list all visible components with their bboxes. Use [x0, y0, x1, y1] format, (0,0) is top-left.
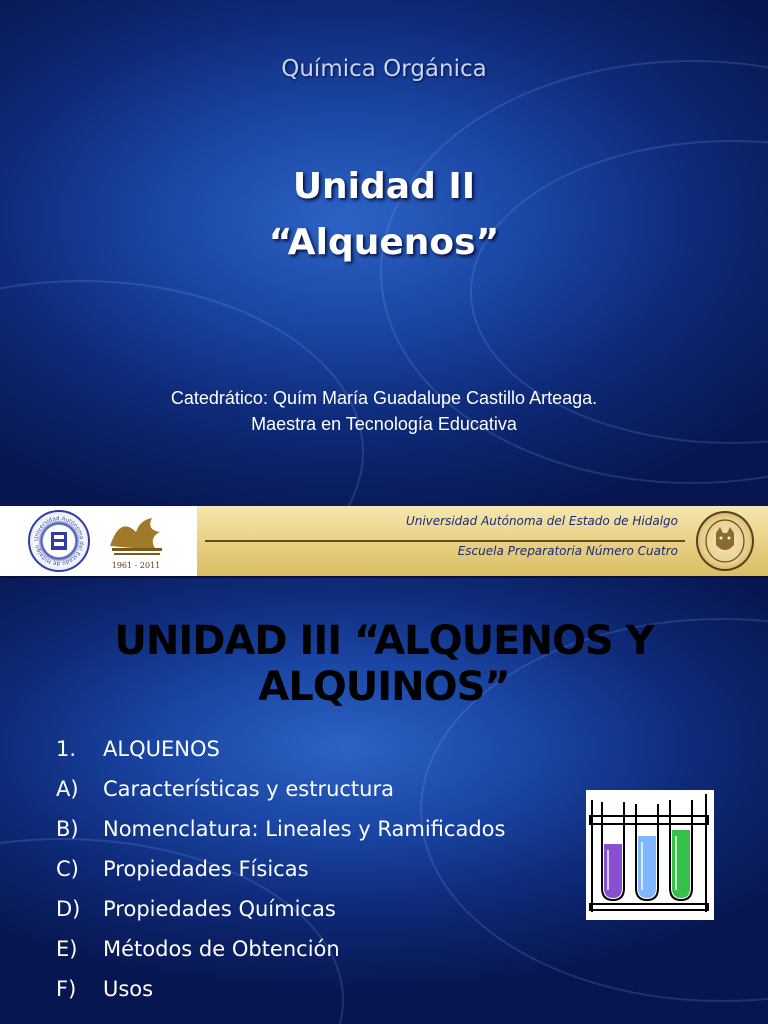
list-item [56, 889, 505, 929]
list-item [56, 849, 505, 889]
unit-title: Unidad II [292, 166, 476, 207]
unit-subtitle: “Alquenos” [268, 222, 500, 263]
list-marker: E) [56, 937, 78, 961]
list-marker: F) [56, 977, 77, 1001]
divider [205, 540, 685, 542]
list-item [56, 969, 505, 1009]
list-label: Propiedades Químicas [103, 897, 336, 921]
topic-list [56, 729, 505, 1009]
list-item [56, 929, 505, 969]
list-marker: A) [56, 777, 79, 801]
list-label: Características y estructura [103, 777, 394, 801]
school-name: Escuela Preparatoria Número Cuatro [457, 544, 678, 558]
list-label: Usos [103, 977, 154, 1001]
teacher-name: Catedrático: Quím María Guadalupe Castillo Arteaga. [170, 388, 598, 408]
teacher-degree: Maestra en Tecnología Educativa [251, 414, 517, 434]
university-name: Universidad Autónoma del Estado de Hidalgo [405, 514, 678, 528]
list-item [56, 809, 505, 849]
unit-heading: UNIDAD III “ALQUENOS Y ALQUINOS” [114, 618, 654, 710]
course-title: Química Orgánica [281, 56, 487, 82]
anniversary-logo [100, 510, 172, 572]
list-item [56, 769, 505, 809]
list-label: Nomenclatura: Lineales y Ramificados [103, 817, 506, 841]
test-tubes-icon [586, 790, 714, 920]
institution-banner [0, 506, 768, 576]
list-label: Métodos de Obtención [103, 937, 340, 961]
list-marker: D) [56, 897, 81, 921]
list-item [56, 729, 505, 769]
list-label: ALQUENOS [103, 737, 220, 761]
seal-text: Universidad Autónoma del Estado de Hidalgo [33, 515, 85, 567]
list-marker: B) [56, 817, 79, 841]
anniversary-years: 1961 - 2011 [111, 561, 161, 570]
content-slide [0, 578, 768, 1024]
list-marker: 1. [56, 737, 77, 761]
list-marker: C) [56, 857, 79, 881]
list-label: Propiedades Físicas [103, 857, 309, 881]
school-seal-icon [696, 511, 754, 571]
university-seal-icon [28, 510, 90, 572]
